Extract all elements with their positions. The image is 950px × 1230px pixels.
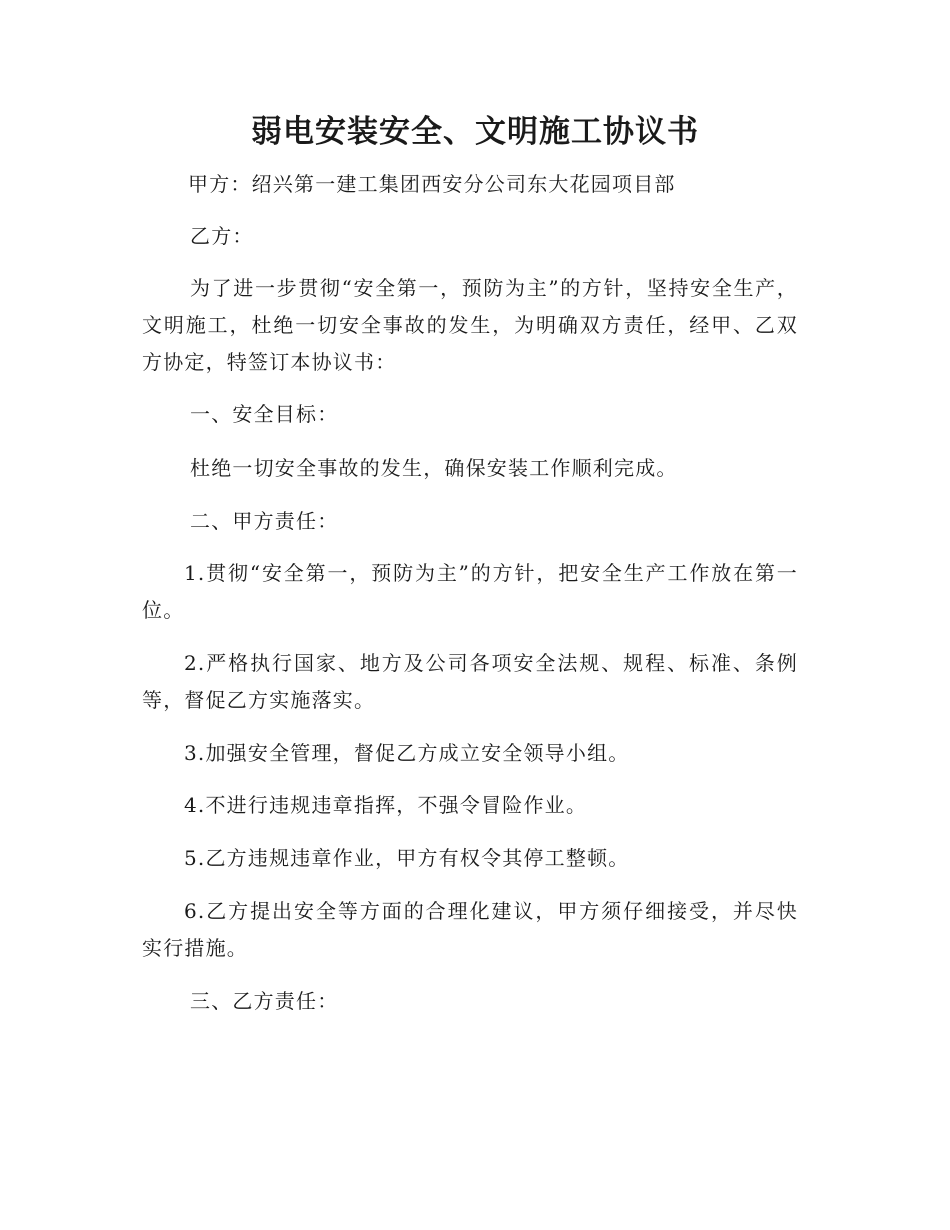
section-2-heading: 二、甲方责任： [190, 509, 339, 533]
party-b-line: 乙方： [190, 224, 254, 248]
section-2-item-3: 3.加强安全管理，督促乙方成立安全领导小组。 [184, 741, 630, 765]
party-a-line: 甲方：绍兴第一建工集团西安分公司东大花园项目部 [188, 172, 676, 196]
document-title: 弱电安装安全、文明施工协议书 [251, 114, 699, 150]
section-2-item-5: 5.乙方违规违章作业，甲方有权令其停工整顿。 [184, 846, 630, 870]
section-3-heading: 三、乙方责任： [190, 989, 339, 1013]
section-2-item-1: 1.贯彻“安全第一，预防为主”的方针，把安全生产工作放在第一位。 [142, 561, 798, 622]
section-1-heading: 一、安全目标： [190, 402, 339, 426]
section-2-item-2: 2.严格执行国家、地方及公司各项安全法规、规程、标准、条例等，督促乙方实施落实。 [142, 651, 798, 712]
section-2-item-6: 6.乙方提出安全等方面的合理化建议，甲方须仔细接受，并尽快实行措施。 [142, 899, 798, 960]
section-1-body: 杜绝一切安全事故的发生，确保安装工作顺利完成。 [190, 456, 678, 480]
section-2-item-4: 4.不进行违规违章指挥，不强令冒险作业。 [184, 793, 588, 817]
preamble-paragraph: 为了进一步贯彻“安全第一，预防为主”的方针，坚持安全生产，文明施工，杜绝一切安全事故的发生，为明确双方责任，经甲、乙双方协定，特签订本协议书： [142, 276, 798, 374]
